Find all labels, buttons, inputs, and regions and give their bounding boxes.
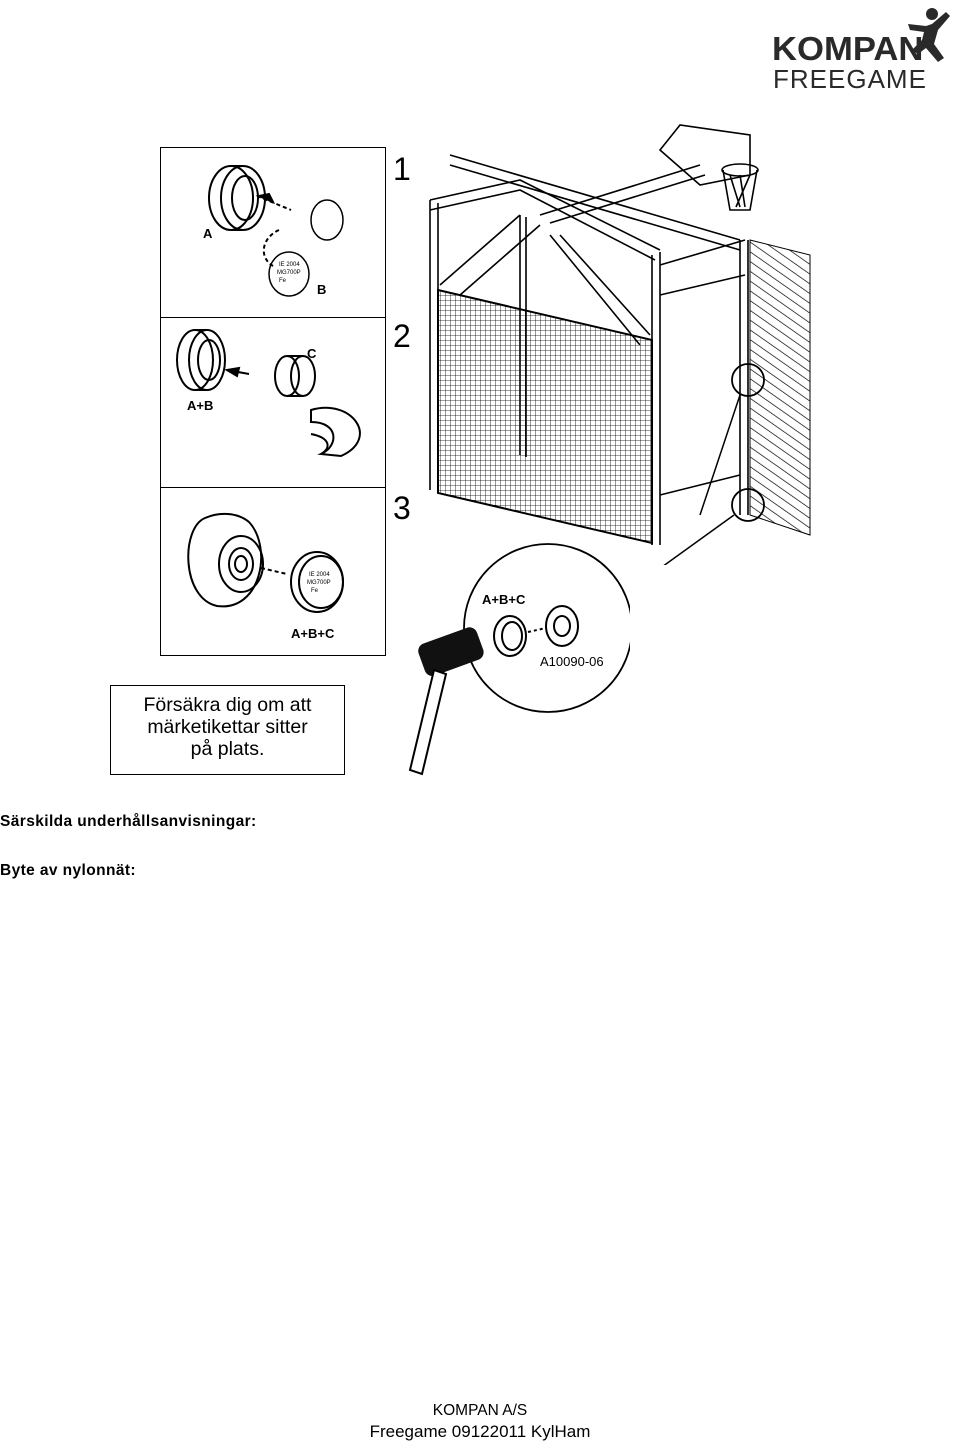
detail-label-abc: A+B+C: [482, 592, 526, 607]
net-replacement-heading: Byte av nylonnät:: [0, 862, 136, 879]
footer-company: KOMPAN A/S: [432, 1402, 528, 1419]
svg-text:IE 2004: IE 2004: [279, 262, 300, 268]
maintenance-heading: Särskilda underhållsanvisningar:: [0, 813, 257, 830]
panel-1-label-b: B: [317, 282, 327, 297]
svg-text:IE 2004: IE 2004: [309, 572, 330, 578]
panel-2-label-ab: A+B: [187, 398, 214, 413]
callout-line-3: på plats.: [190, 738, 265, 760]
svg-text:Fe: Fe: [279, 278, 287, 284]
svg-text:MG700P: MG700P: [307, 580, 331, 586]
logo-sub-text: FREEGAME: [773, 64, 927, 94]
callout-box: [110, 685, 345, 775]
panel-1-drawing: [161, 148, 385, 316]
step-number-3: 3: [393, 490, 411, 526]
callout-line-1: Försäkra dig om att: [143, 694, 312, 716]
callout-line-2: märketikettar sitter: [147, 716, 308, 738]
panel-3-drawing: [161, 488, 385, 656]
panel-1-label-a: A: [203, 226, 213, 241]
footer-document-id: Freegame 09122011 KylHam: [369, 1422, 591, 1441]
goal-structure-drawing: [400, 95, 820, 565]
step-number-2: 2: [393, 318, 411, 354]
detail-part-number: A10090-06: [540, 654, 604, 669]
svg-text:MG700P: MG700P: [277, 270, 301, 276]
logo-brand-text: KOMPAN: [772, 30, 924, 67]
step-number-1: 1: [393, 151, 411, 187]
panel-2-label-c: C: [307, 346, 317, 361]
panel-3-label-abc: A+B+C: [291, 626, 335, 641]
svg-text:Fe: Fe: [311, 588, 319, 594]
hammer-icon: [410, 625, 486, 774]
step-panels: [160, 147, 386, 656]
